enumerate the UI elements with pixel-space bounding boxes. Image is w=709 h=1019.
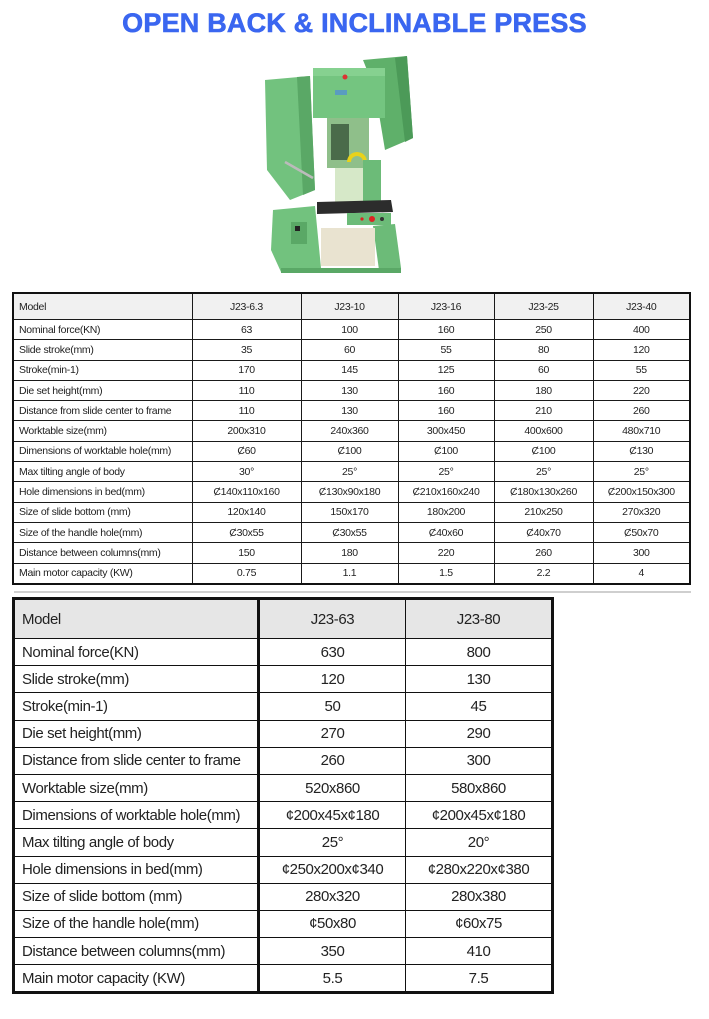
row-label-cell: Die set height(mm) xyxy=(13,380,192,400)
value-cell: 200x310 xyxy=(192,421,301,441)
value-cell: Ȼ100 xyxy=(494,441,593,461)
table-row xyxy=(14,829,553,856)
value-cell: Ȼ210x160x240 xyxy=(398,482,494,502)
row-label-cell: Max tilting angle of body xyxy=(13,462,192,482)
value-cell: 130 xyxy=(301,401,398,421)
value-cell: 1.5 xyxy=(398,563,494,584)
row-label-cell: Main motor capacity (KW) xyxy=(13,563,192,584)
value-cell: 110 xyxy=(192,401,301,421)
table-row xyxy=(13,340,690,360)
value-cell: 4 xyxy=(593,563,690,584)
value-cell: 60 xyxy=(301,340,398,360)
machine-worktable xyxy=(317,200,393,214)
value-cell: 63 xyxy=(192,320,301,340)
value-cell: 210 xyxy=(494,401,593,421)
value-cell: 60 xyxy=(494,360,593,380)
row-label-cell: Hole dimensions in bed(mm) xyxy=(13,482,192,502)
value-cell: 300 xyxy=(406,747,553,774)
table-row xyxy=(14,883,553,910)
table-header-row xyxy=(13,293,690,320)
value-cell: 125 xyxy=(398,360,494,380)
value-cell: 160 xyxy=(398,320,494,340)
value-cell: 20° xyxy=(406,829,553,856)
row-label-cell: Size of slide bottom (mm) xyxy=(14,883,259,910)
value-cell: 1.1 xyxy=(301,563,398,584)
value-cell: 7.5 xyxy=(406,965,553,993)
value-cell: 240x360 xyxy=(301,421,398,441)
value-cell: 0.75 xyxy=(192,563,301,584)
value-cell: 145 xyxy=(301,360,398,380)
motor-housing xyxy=(321,228,375,266)
value-cell: 160 xyxy=(398,401,494,421)
value-cell: 260 xyxy=(593,401,690,421)
table-shadow xyxy=(14,591,691,593)
value-cell: 580x860 xyxy=(406,774,553,801)
value-cell: 290 xyxy=(406,720,553,747)
machine-crown-shade xyxy=(313,68,385,76)
base-floor-rail xyxy=(281,268,401,273)
indicator-light-icon xyxy=(360,217,363,220)
value-cell: 400 xyxy=(593,320,690,340)
value-cell: 25° xyxy=(593,462,690,482)
value-cell: 25° xyxy=(494,462,593,482)
value-cell: 300 xyxy=(593,543,690,563)
page-title: OPEN BACK & INCLINABLE PRESS xyxy=(122,8,587,38)
table-row xyxy=(14,639,553,666)
value-cell: 220 xyxy=(593,380,690,400)
brand-logo-icon xyxy=(343,75,348,80)
value-cell: 210x250 xyxy=(494,502,593,522)
value-cell: 800 xyxy=(406,639,553,666)
value-cell: 150 xyxy=(192,543,301,563)
value-cell: 410 xyxy=(406,938,553,965)
value-cell: 110 xyxy=(192,380,301,400)
value-cell: Ȼ50x70 xyxy=(593,522,690,542)
value-cell: 520x860 xyxy=(259,774,406,801)
row-label-cell: Dimensions of worktable hole(mm) xyxy=(13,441,192,461)
value-cell: 180 xyxy=(494,380,593,400)
row-label-cell: Hole dimensions in bed(mm) xyxy=(14,856,259,883)
value-cell: 25° xyxy=(259,829,406,856)
value-cell: ¢250x200x¢340 xyxy=(259,856,406,883)
row-label-cell: Worktable size(mm) xyxy=(13,421,192,441)
row-label-cell: Slide stroke(mm) xyxy=(13,340,192,360)
value-cell: 270x320 xyxy=(593,502,690,522)
value-cell: Ȼ60 xyxy=(192,441,301,461)
table-header-row xyxy=(14,599,553,639)
switch-icon xyxy=(295,226,300,231)
header-cell-label: Model xyxy=(14,599,259,639)
row-label-cell: Max tilting angle of body xyxy=(14,829,259,856)
row-label-cell: Size of the handle hole(mm) xyxy=(14,910,259,937)
spec-table-small-models xyxy=(12,292,691,585)
value-cell: 350 xyxy=(259,938,406,965)
value-cell: 55 xyxy=(398,340,494,360)
value-cell: 400x600 xyxy=(494,421,593,441)
value-cell: 630 xyxy=(259,639,406,666)
value-cell: 30° xyxy=(192,462,301,482)
row-label-cell: Stroke(min-1) xyxy=(13,360,192,380)
press-machine-photo xyxy=(255,50,430,280)
value-cell: Ȼ140x110x160 xyxy=(192,482,301,502)
value-cell: 100 xyxy=(301,320,398,340)
value-cell: 25° xyxy=(301,462,398,482)
row-label-cell: Size of the handle hole(mm) xyxy=(13,522,192,542)
table-row xyxy=(13,441,690,461)
row-label-cell: Die set height(mm) xyxy=(14,720,259,747)
row-label-cell: Size of slide bottom (mm) xyxy=(13,502,192,522)
model-plate xyxy=(335,90,347,95)
value-cell: 300x450 xyxy=(398,421,494,441)
table-row xyxy=(14,965,553,993)
table-row xyxy=(14,720,553,747)
value-cell: Ȼ40x60 xyxy=(398,522,494,542)
value-cell: 130 xyxy=(406,666,553,693)
header-cell-model: J23-6.3 xyxy=(192,293,301,320)
table-row xyxy=(14,666,553,693)
machine-base-right xyxy=(373,224,401,270)
value-cell: 35 xyxy=(192,340,301,360)
table-row xyxy=(13,401,690,421)
row-label-cell: Worktable size(mm) xyxy=(14,774,259,801)
value-cell: 250 xyxy=(494,320,593,340)
header-cell-model: J23-10 xyxy=(301,293,398,320)
row-label-cell: Nominal force(KN) xyxy=(14,639,259,666)
value-cell: 280x380 xyxy=(406,883,553,910)
value-cell: 5.5 xyxy=(259,965,406,993)
table-row xyxy=(13,563,690,584)
value-cell: 260 xyxy=(494,543,593,563)
row-label-cell: Distance from slide center to frame xyxy=(13,401,192,421)
value-cell: 170 xyxy=(192,360,301,380)
row-label-cell: Slide stroke(mm) xyxy=(14,666,259,693)
value-cell: 180 xyxy=(301,543,398,563)
value-cell: Ȼ180x130x260 xyxy=(494,482,593,502)
value-cell: Ȼ30x55 xyxy=(192,522,301,542)
table-row xyxy=(13,360,690,380)
value-cell: 180x200 xyxy=(398,502,494,522)
value-cell: Ȼ30x55 xyxy=(301,522,398,542)
table-row xyxy=(13,482,690,502)
table-row xyxy=(14,910,553,937)
value-cell: 80 xyxy=(494,340,593,360)
table-row xyxy=(14,802,553,829)
value-cell: 160 xyxy=(398,380,494,400)
value-cell: ¢200x45x¢180 xyxy=(406,802,553,829)
value-cell: ¢60x75 xyxy=(406,910,553,937)
value-cell: 55 xyxy=(593,360,690,380)
value-cell: Ȼ200x150x300 xyxy=(593,482,690,502)
value-cell: Ȼ130 xyxy=(593,441,690,461)
header-cell-model: J23-63 xyxy=(259,599,406,639)
row-label-cell: Distance between columns(mm) xyxy=(14,938,259,965)
value-cell: 220 xyxy=(398,543,494,563)
value-cell: Ȼ130x90x180 xyxy=(301,482,398,502)
table-row xyxy=(13,320,690,340)
value-cell: 270 xyxy=(259,720,406,747)
value-cell: 45 xyxy=(406,693,553,720)
value-cell: 120 xyxy=(259,666,406,693)
value-cell: 150x170 xyxy=(301,502,398,522)
header-cell-model: J23-25 xyxy=(494,293,593,320)
value-cell: Ȼ100 xyxy=(301,441,398,461)
table-row xyxy=(13,380,690,400)
header-cell-label: Model xyxy=(13,293,192,320)
value-cell: 2.2 xyxy=(494,563,593,584)
row-label-cell: Distance from slide center to frame xyxy=(14,747,259,774)
row-label-cell: Distance between columns(mm) xyxy=(13,543,192,563)
knob-icon xyxy=(380,217,384,221)
value-cell: ¢50x80 xyxy=(259,910,406,937)
row-label-cell: Stroke(min-1) xyxy=(14,693,259,720)
value-cell: ¢280x220x¢380 xyxy=(406,856,553,883)
table-row xyxy=(13,522,690,542)
table-row xyxy=(13,462,690,482)
value-cell: Ȼ100 xyxy=(398,441,494,461)
header-cell-model: J23-40 xyxy=(593,293,690,320)
header-cell-model: J23-80 xyxy=(406,599,553,639)
row-label-cell: Main motor capacity (KW) xyxy=(14,965,259,993)
table-row xyxy=(13,421,690,441)
table-row xyxy=(14,774,553,801)
row-label-cell: Nominal force(KN) xyxy=(13,320,192,340)
value-cell: 50 xyxy=(259,693,406,720)
stop-button-icon xyxy=(369,216,375,222)
electrical-box xyxy=(291,222,307,244)
table-row xyxy=(14,747,553,774)
spec-table-large-models xyxy=(12,597,554,994)
value-cell: Ȼ40x70 xyxy=(494,522,593,542)
table-row xyxy=(13,502,690,522)
table-row xyxy=(14,938,553,965)
value-cell: ¢200x45x¢180 xyxy=(259,802,406,829)
value-cell: 480x710 xyxy=(593,421,690,441)
value-cell: 120x140 xyxy=(192,502,301,522)
value-cell: 120 xyxy=(593,340,690,360)
value-cell: 25° xyxy=(398,462,494,482)
value-cell: 280x320 xyxy=(259,883,406,910)
table-row xyxy=(13,543,690,563)
value-cell: 260 xyxy=(259,747,406,774)
table-row xyxy=(14,693,553,720)
machine-ram-dark xyxy=(331,124,349,160)
row-label-cell: Dimensions of worktable hole(mm) xyxy=(14,802,259,829)
value-cell: 130 xyxy=(301,380,398,400)
table-row xyxy=(14,856,553,883)
header-cell-model: J23-16 xyxy=(398,293,494,320)
